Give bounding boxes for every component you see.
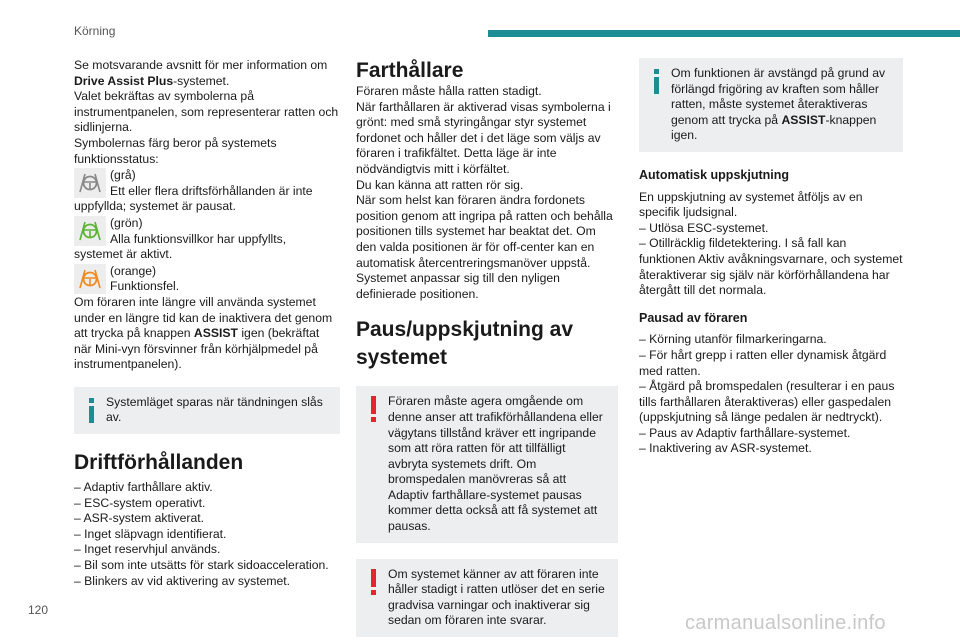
pausad-list	[639, 332, 903, 457]
list-item: – Adaptiv farthållare aktiv.	[74, 480, 213, 495]
fart-paragraph-2: När farthållaren är aktiverad visas symbolerna i grönt: med små styringångar styr systemet fordonet och håller det i det läge som väljs av föraren i trafikfältet. Detta läge är inte nödvändigtvis mitt i körfältet.	[356, 99, 611, 176]
heading-auto: Automatisk uppskjutning	[639, 167, 789, 182]
fart-paragraph-4: När som helst kan föraren ändra fordonets position genom att ingripa på ratten och behålla positionen tills systemet har beaktat det. Om den valda positionen är för off-center kan en automatisk återcentreringsmanöver uppstå. Systemet anpassar sig till den nyligen definierade positionen.	[356, 193, 613, 301]
list-item: – Inaktivering av ASR-systemet.	[639, 441, 812, 456]
symbol-grey-text: Ett eller flera driftsförhållanden är inte	[110, 183, 313, 198]
list-item: – Körning utanför filmarkeringarna.	[639, 332, 827, 347]
symbol-green-label: (grön)	[110, 215, 143, 230]
symbol-green-cont: systemet är aktivt.	[74, 247, 173, 262]
list-item: – Inget reservhjul används.	[74, 542, 221, 557]
fart-paragraph-1: Föraren måste hålla ratten stadigt.	[356, 84, 542, 98]
deactivate-bold: ASSIST	[193, 326, 238, 341]
heading-farthallare: Farthållare	[356, 59, 464, 82]
warning-icon	[367, 569, 381, 597]
symbol-grey	[74, 168, 340, 199]
list-item: – ASR-system aktiverat.	[74, 511, 205, 526]
symbol-grey-cont: uppfyllda; systemet är pausat.	[74, 199, 236, 214]
list-item: – Paus av Adaptiv farthållare-systemet.	[639, 425, 851, 440]
intro-bold: Drive Assist Plus	[74, 73, 174, 88]
info-icon	[650, 69, 664, 97]
list-item: – Åtgärd på bromspedalen (resulterar i en paus tills farthållaren återaktiveras) eller gaspedalen (uppskjutning så länge pedalen är nedtryckt).	[639, 379, 895, 425]
conditions-list	[74, 480, 340, 589]
header-section-title: Körning	[74, 24, 116, 38]
intro-paragraph-3: Symbolernas färg beror på systemets funktionsstatus:	[74, 135, 277, 166]
auto-list	[639, 221, 903, 299]
info-box-ignition	[74, 387, 340, 434]
watermark: carmanualsonline.info	[685, 612, 886, 634]
warning-text-1: Föraren måste agera omgående om denne anser att trafikförhållandena eller vägytans tillstånd kräver ett ingripande som att röra ratten för att tillfälligt avbryta systemets drift. Om bromspedalen manövreras så att Adaptiv farthållare-systemet pausas kommer detta också att få systemet att pausas.	[388, 394, 603, 534]
column-middle	[356, 58, 618, 637]
deactivate-paragraph	[74, 295, 340, 373]
list-item: – Blinkers av vid aktivering av systemet.	[74, 573, 291, 588]
page-number: 120	[28, 603, 49, 617]
info-reactivate-text: Om funktionen är avstängd på grund av förlängd frigöring av kraften som håller ratten, måste systemet återaktiveras genom att trycka på	[671, 66, 886, 127]
list-item: – För hårt grepp i ratten eller dynamisk åtgärd med ratten.	[639, 347, 887, 378]
warning-text-2: Om systemet känner av att föraren inte håller stadigt i ratten utlöser det en serie gradvisa varningar och inaktiverar sig sedan om föraren inte svarar.	[388, 566, 605, 628]
info-box-reactivate	[639, 58, 903, 152]
list-item: – Otillräcklig fildetektering. I så fall kan funktionen Aktiv avåkningsvarnare, och systemet återaktiverar sig själv när körförhållandena har återgått till det normala.	[639, 236, 903, 298]
intro-text: Se motsvarande avsnitt för mer information om	[74, 58, 328, 72]
column-left	[74, 58, 340, 589]
list-item: – Bil som inte utsätts för stark sidoacceleration.	[74, 558, 329, 573]
symbol-grey-label: (grå)	[110, 168, 136, 183]
heading-conditions: Driftförhållanden	[74, 451, 244, 475]
symbol-green-text: Alla funktionsvillkor har uppfyllts,	[110, 231, 287, 246]
symbol-green	[74, 216, 340, 247]
list-item: – ESC-system operativt.	[74, 495, 206, 510]
info-icon	[85, 398, 99, 426]
header-accent-bar	[488, 30, 960, 37]
symbol-orange-label: (orange)	[110, 263, 157, 278]
warning-icon	[367, 396, 381, 424]
info-reactivate-text-2: -knappen igen.	[671, 112, 877, 143]
intro-paragraph-2: Valet bekräftas av symbolerna på instrumentpanelen, som representerar ratten och sidlinjerna.	[74, 89, 339, 135]
list-item: – Utlösa ESC-systemet.	[639, 220, 769, 235]
steering-wheel-green-icon	[74, 216, 106, 246]
deactivate-text-2: igen (bekräftat när Mini-vyn försvinner från körhjälpmedel på instrumentpanelen).	[74, 326, 320, 372]
warning-box-2	[356, 559, 618, 637]
list-item: – Inget släpvagn identifierat.	[74, 526, 227, 541]
steering-wheel-grey-icon	[74, 168, 106, 198]
steering-wheel-orange-icon	[74, 264, 106, 294]
symbol-orange-text: Funktionsfel.	[110, 279, 180, 294]
column-right	[639, 58, 903, 457]
heading-paus: Paus/uppskjutning av systemet	[356, 318, 574, 370]
deactivate-text: Om föraren inte längre vill använda systemet under en längre tid kan de inaktivera det genom att trycka på knappen	[74, 294, 333, 341]
info-text-ignition: Systemläget sparas när tändningen slås av.	[106, 394, 323, 425]
intro-text-2: -systemet.	[173, 73, 230, 88]
fart-paragraph-3: Du kan känna att ratten rör sig.	[356, 177, 524, 192]
intro-paragraph	[74, 58, 340, 89]
auto-intro: En uppskjutning av systemet åtföljs av en specifik ljudsignal.	[639, 189, 863, 220]
symbol-orange	[74, 264, 340, 295]
warning-box-1	[356, 386, 618, 542]
info-reactivate-bold: ASSIST	[781, 112, 826, 127]
info-text-reactivate	[671, 66, 893, 144]
heading-pausad: Pausad av föraren	[639, 310, 748, 325]
